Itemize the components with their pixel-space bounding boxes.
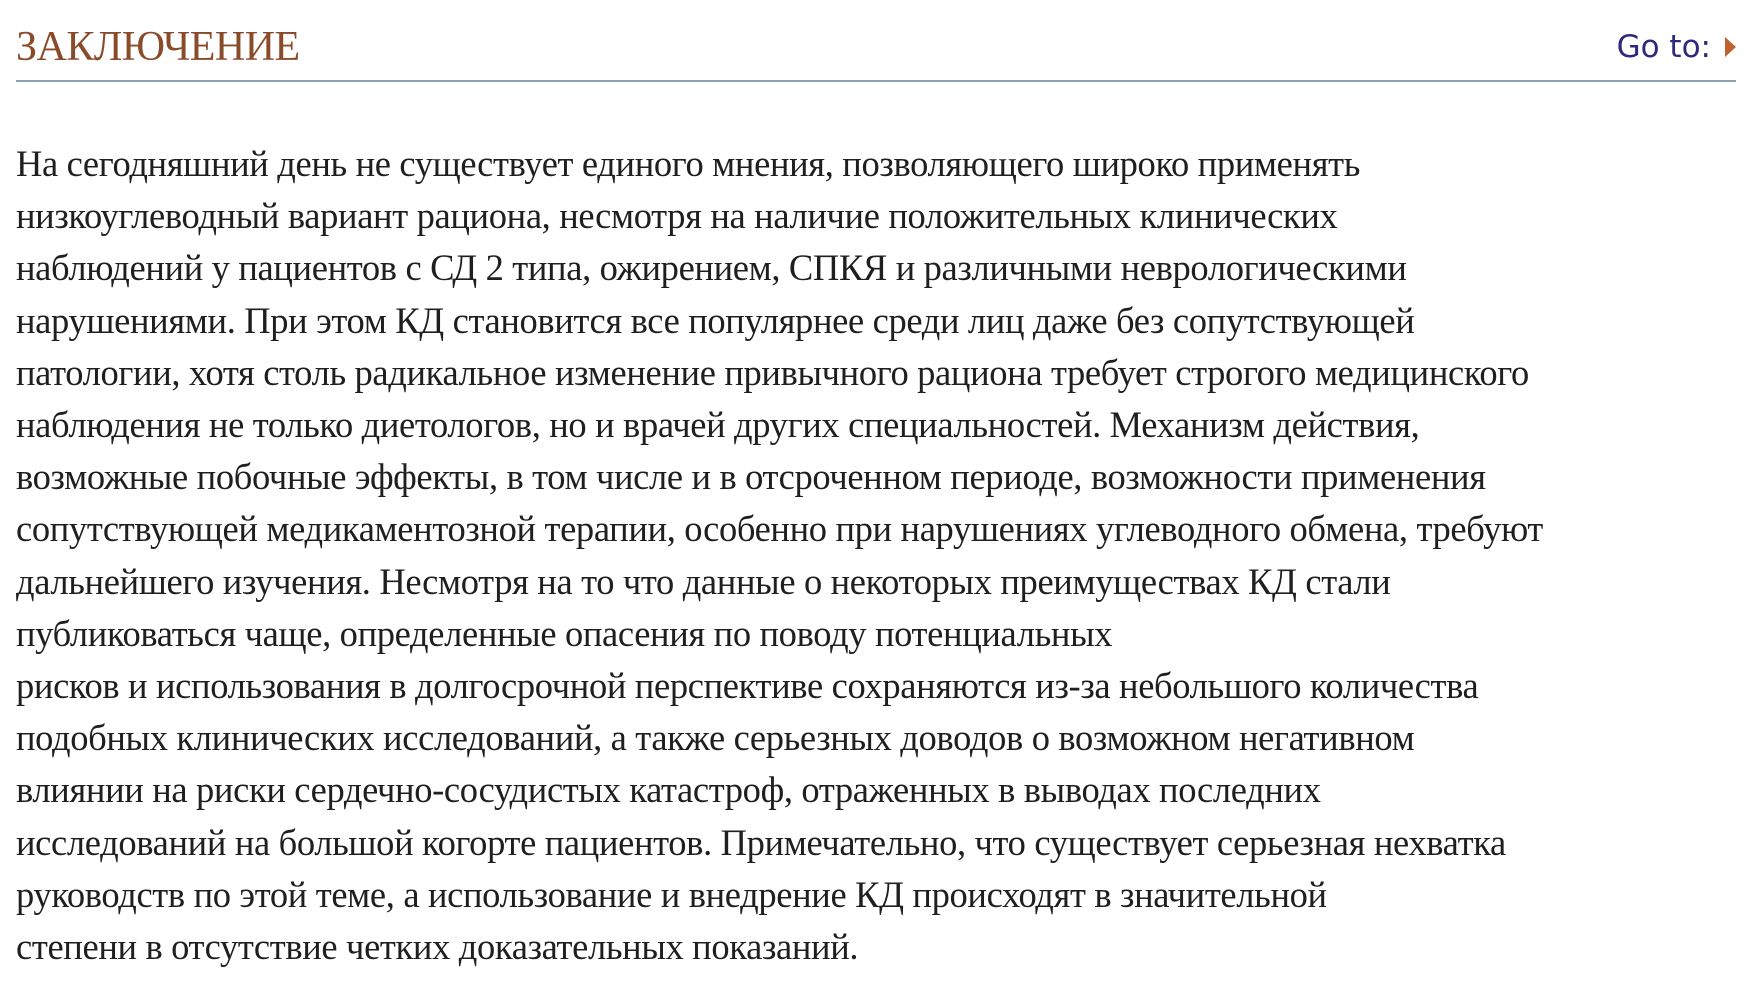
triangle-right-icon	[1725, 37, 1736, 57]
paragraph-line: возможные побочные эффекты, в том числе и в отсроченном периоде, возможности применения	[16, 456, 1486, 498]
section-header	[16, 0, 1736, 82]
section-title: ЗАКЛЮЧЕНИЕ	[16, 24, 300, 70]
paragraph-line: патологии, хотя столь радикальное изменение привычного рациона требует строгого медицинского	[16, 351, 1529, 393]
paragraph-line: наблюдений у пациентов с СД 2 типа, ожирением, СПКЯ и различными неврологическими	[16, 247, 1407, 289]
conclusion-paragraph	[16, 82, 1736, 973]
goto-label: Go to:	[1616, 29, 1711, 65]
paragraph-line: рисков и использования в долгосрочной перспективе сохраняются из-за небольшого количества	[16, 665, 1479, 707]
paragraph-line: дальнейшего изучения. Несмотря на то что данные о некоторых преимуществах КД стали	[16, 560, 1391, 602]
paragraph-line: исследований на большой когорте пациентов. Примечательно, что существует серьезная нехватка	[16, 821, 1506, 863]
conclusion-section	[16, 0, 1736, 973]
paragraph-line: На сегодняшний день не существует единого мнения, позволяющего широко применять	[16, 143, 1361, 184]
paragraph-line: руководств по этой теме, а использование и внедрение КД происходят в значительной	[16, 873, 1327, 915]
paragraph-line: влиянии на риски сердечно-сосудистых катастроф, отраженных в выводах последних	[16, 769, 1321, 811]
paragraph-line: степени в отсутствие четких доказательных показаний.	[16, 926, 859, 968]
paragraph-line: наблюдения не только диетологов, но и врачей других специальностей. Механизм действия,	[16, 404, 1420, 446]
goto-menu-button[interactable]	[1617, 27, 1736, 67]
paragraph-line: сопутствующей медикаментозной терапии, особенно при нарушениях углеводного обмена, требуют	[16, 508, 1544, 550]
paragraph-line: нарушениями. При этом КД становится все популярнее среди лиц даже без сопутствующей	[16, 299, 1415, 341]
paragraph-line: публиковаться чаще, определенные опасения по поводу потенциальных	[16, 612, 1113, 654]
paragraph-line: низкоуглеводный вариант рациона, несмотря на наличие положительных клинических	[16, 195, 1338, 237]
paragraph-line: подобных клинических исследований, а также серьезных доводов о возможном негативном	[16, 717, 1415, 759]
